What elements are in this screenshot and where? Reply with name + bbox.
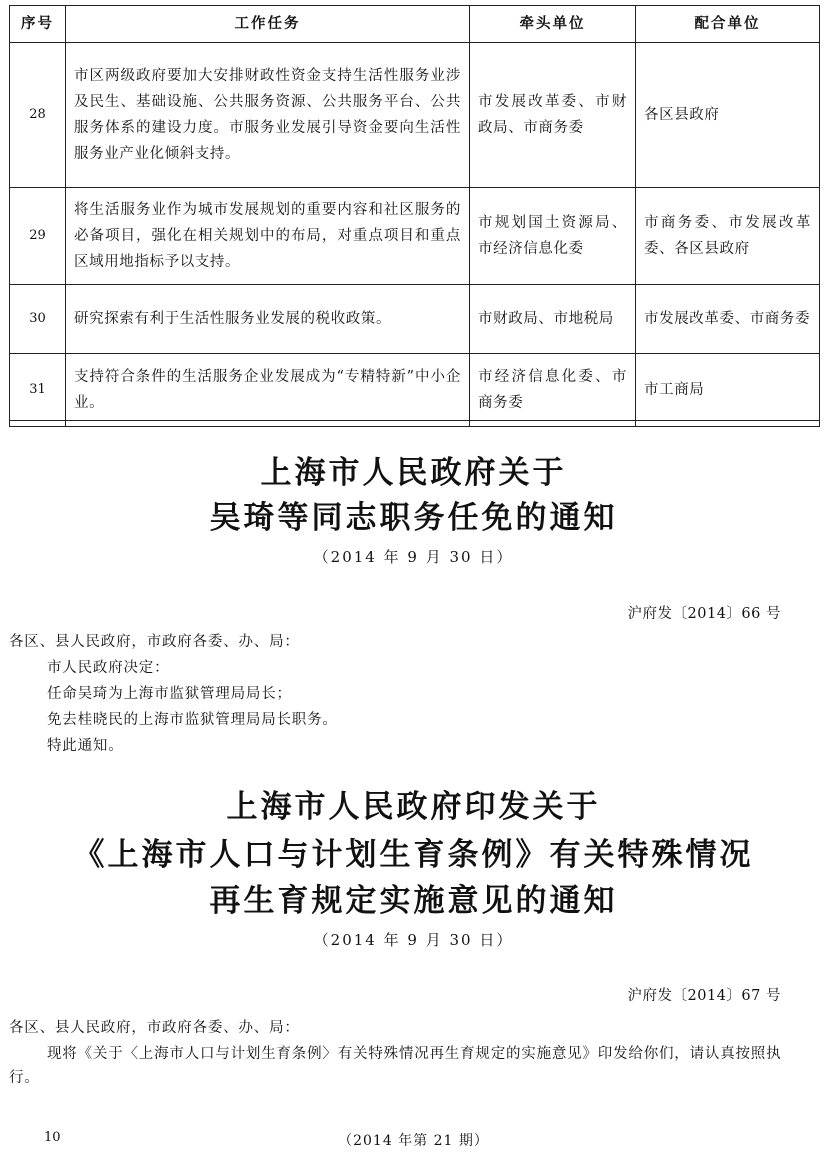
table-row [10, 188, 820, 285]
notice2-title-line1: 上海市人民政府印发关于 [226, 789, 601, 825]
notice1-addressee: 各区、县人民政府，市政府各委、办、局： [9, 634, 300, 650]
row-lead: 市经济信息化委、市商务委 [470, 354, 636, 427]
task-table [9, 5, 820, 427]
row-task: 研究探索有利于生活性服务业发展的税收政策。 [66, 285, 470, 354]
table-row [10, 285, 820, 354]
header-task: 工作任务 [66, 6, 470, 43]
header-coop: 配合单位 [636, 6, 820, 43]
issue-label: （2014 年第 21 期） [338, 1133, 489, 1149]
notice1-line: 市人民政府决定： [47, 660, 170, 676]
row-task: 支持符合条件的生活服务企业发展成为“专精特新”中小企业。 [66, 354, 470, 427]
row-coop: 市商务委、市发展改革委、各区县政府 [636, 188, 820, 285]
row-coop: 市发展改革委、市商务委 [636, 285, 820, 354]
row-lead: 市发展改革委、市财政局、市商务委 [470, 43, 636, 188]
row-lead: 市财政局、市地税局 [470, 285, 636, 354]
notice1-line: 免去桂晓民的上海市监狱管理局局长职务。 [47, 712, 338, 728]
row-coop: 各区县政府 [636, 43, 820, 188]
table-header-row [10, 6, 820, 43]
row-task: 市区两级政府要加大安排财政性资金支持生活性服务业涉及民生、基础设施、公共服务资源、公共服务平台、公共服务体系的建设力度。市服务业发展引导资金要向生活性服务业产业化倾斜支持。 [66, 43, 470, 188]
row-no: 30 [10, 285, 66, 354]
header-no: 序号 [10, 6, 66, 43]
notice2-date: （2014 年 9 月 30 日） [313, 931, 514, 949]
row-coop: 市工商局 [636, 354, 820, 427]
notice2-body: 现将《关于〈上海市人口与计划生育条例〉有关特殊情况再生育规定的实施意见》印发给你们，请认真按照执行。 [9, 1046, 782, 1086]
header-lead: 牵头单位 [470, 6, 636, 43]
notice2-doc-number: 沪府发〔2014〕67 号 [627, 988, 781, 1004]
row-no: 28 [10, 43, 66, 188]
notice1-date: （2014 年 9 月 30 日） [313, 548, 514, 566]
row-no: 31 [10, 354, 66, 427]
row-task: 将生活服务业作为城市发展规划的重要内容和社区服务的必备项目，强化在相关规划中的布局，对重点项目和重点区域用地指标予以支持。 [66, 188, 470, 285]
notice2-title-line3: 再生育规定实施意见的通知 [209, 883, 618, 919]
notice2-addressee: 各区、县人民政府，市政府各委、办、局： [9, 1020, 300, 1036]
notice1-doc-number: 沪府发〔2014〕66 号 [627, 606, 781, 622]
page-number: 10 [44, 1130, 61, 1145]
table-row [10, 354, 820, 427]
row-no: 29 [10, 188, 66, 285]
notice1-line: 任命吴琦为上海市监狱管理局局长； [47, 686, 292, 702]
table-row [10, 43, 820, 188]
notice1-title-line2: 吴琦等同志职务任免的通知 [209, 500, 618, 536]
table-bottom-rule [9, 420, 819, 421]
notice1-title-line1: 上海市人民政府关于 [260, 455, 567, 491]
notice2-title-line2: 《上海市人口与计划生育条例》有关特殊情况 [73, 837, 754, 873]
notice1-line: 特此通知。 [47, 738, 124, 754]
row-lead: 市规划国土资源局、市经济信息化委 [470, 188, 636, 285]
